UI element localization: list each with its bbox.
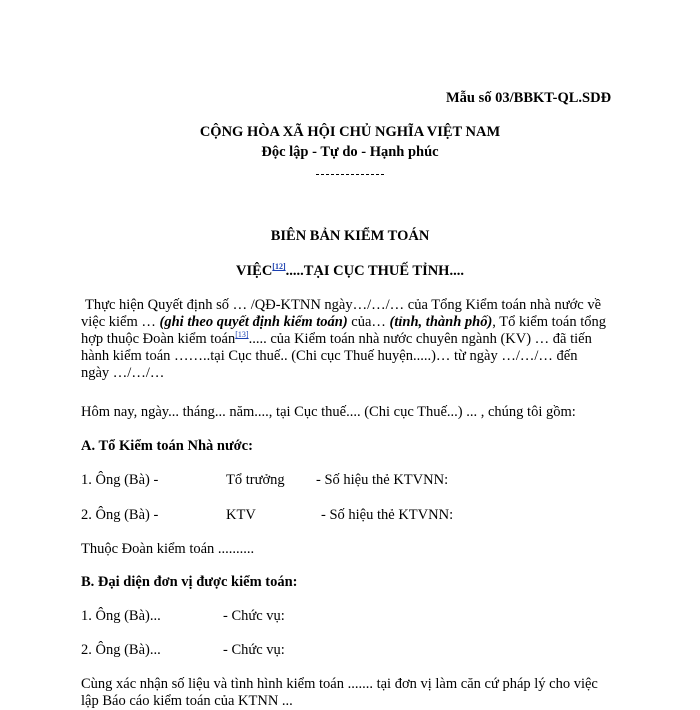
section-a-row2-name: 2. Ông (Bà) - <box>81 507 159 523</box>
intro-line-3 <box>81 331 619 348</box>
form-code: Mẫu số 03/BBKT-QL.SDĐ <box>446 90 612 106</box>
intro-note-province: (tỉnh, thành phố) <box>389 314 493 330</box>
intro-line-4: hành kiểm toán ……..tại Cục thuế.. (Chi cục Thuế huyện.....)… từ ngày …/…/… đến <box>81 348 578 364</box>
intro-text: , Tổ kiểm toán tổng <box>492 314 607 330</box>
section-a-row2-card: - Số hiệu thẻ KTVNN: <box>321 507 454 523</box>
intro-line-2 <box>81 314 619 331</box>
section-a-heading: A. Tổ Kiểm toán Nhà nước: <box>81 438 253 454</box>
intro-text: hợp thuộc Đoàn kiểm toán <box>81 331 236 347</box>
intro-line-1: Thực hiện Quyết định số … /QĐ-KTNN ngày…/…/… của Tổng Kiểm toán nhà nước về <box>85 297 602 313</box>
subtitle-prefix: VIỆC <box>236 263 273 279</box>
confirm-line-2: lập Báo cáo kiểm toán của KTNN ... <box>81 693 293 709</box>
section-a-row1-role: Tổ trưởng <box>226 472 285 488</box>
section-b-heading: B. Đại diện đơn vị được kiểm toán: <box>81 574 298 590</box>
intro-text: ..... của Kiểm toán nhà nước chuyên ngành (KV) … đã tiến <box>248 331 592 347</box>
section-b-row2-position: - Chức vụ: <box>223 642 285 658</box>
motto: Độc lập - Tự do - Hạnh phúc <box>261 144 439 160</box>
motto-underline <box>316 174 384 175</box>
footnote-link-12[interactable]: [12] <box>272 262 286 272</box>
section-b-row2-name: 2. Ông (Bà)... <box>81 642 161 658</box>
intro-note-decision: (ghi theo quyết định kiểm toán) <box>159 314 348 330</box>
section-b-row1-name: 1. Ông (Bà)... <box>81 608 161 624</box>
confirm-line-1: Cùng xác nhận số liệu và tình hình kiểm toán ....... tại đơn vị làm căn cứ pháp lý cho việc <box>81 676 598 692</box>
intro-text: việc kiểm … <box>81 314 160 330</box>
audit-team-line: Thuộc Đoàn kiểm toán .......... <box>81 541 255 557</box>
section-a-row1-name: 1. Ông (Bà) - <box>81 472 159 488</box>
section-b-row1-position: - Chức vụ: <box>223 608 285 624</box>
subtitle-suffix: .....TẠI CỤC THUẾ TỈNH.... <box>285 263 464 279</box>
intro-line-5: ngày …/…/… <box>81 365 165 381</box>
section-a-row1-card: - Số hiệu thẻ KTVNN: <box>316 472 449 488</box>
footnote-link-13[interactable]: [13] <box>235 330 249 340</box>
intro-paragraph <box>81 297 619 382</box>
republic-heading: CỘNG HÒA XÃ HỘI CHỦ NGHĨA VIỆT NAM <box>199 124 501 140</box>
today-line: Hôm nay, ngày... tháng... năm...., tại Cục thuế.... (Chi cục Thuế...) ... , chúng tôi gồm: <box>81 404 576 420</box>
document-title: BIÊN BẢN KIỂM TOÁN <box>270 228 430 244</box>
intro-text: của… <box>347 314 390 330</box>
document-subtitle <box>0 263 700 280</box>
section-a-row2-role: KTV <box>226 507 256 523</box>
